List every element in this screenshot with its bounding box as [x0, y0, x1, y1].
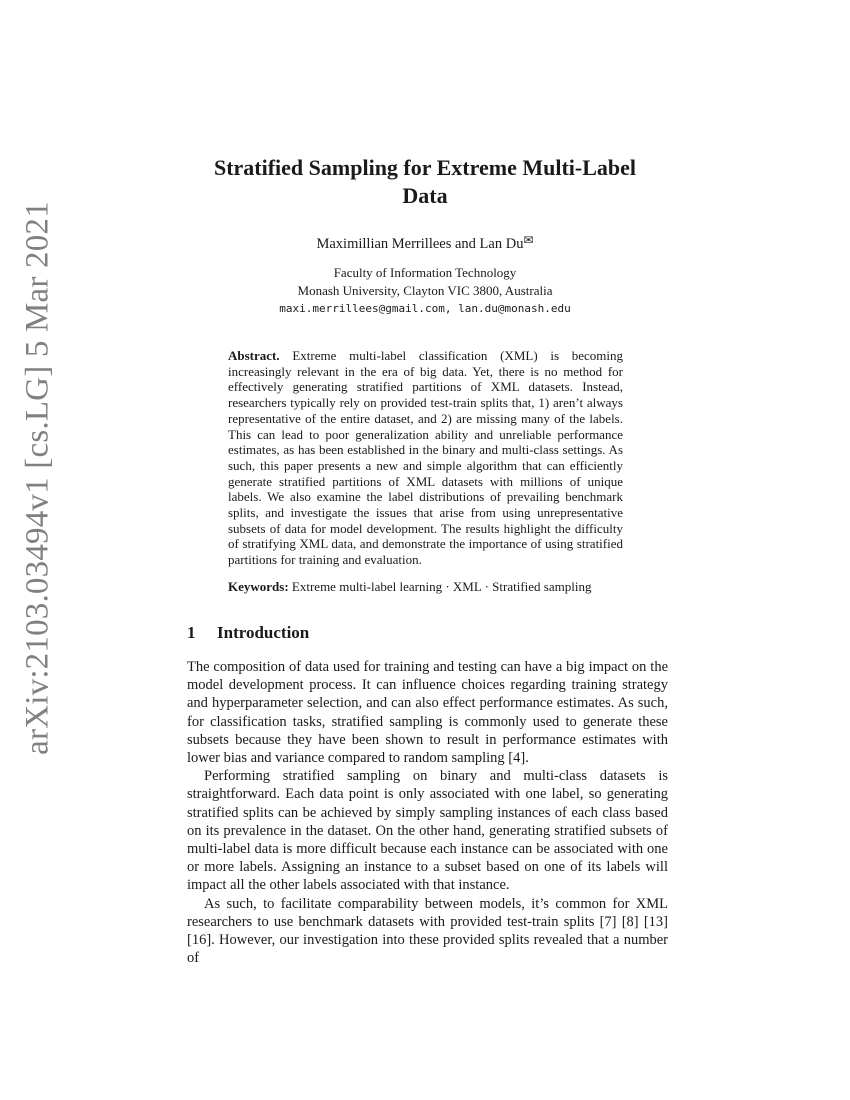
author-names: Maximillian Merrillees and Lan Du: [316, 236, 524, 252]
abstract-label: Abstract.: [228, 348, 280, 363]
keywords: [228, 579, 648, 595]
keywords-label: Keywords:: [228, 579, 289, 594]
affiliation-block: [185, 264, 665, 318]
paper-title: [185, 154, 665, 210]
arxiv-identifier: arXiv:2103.03494v1 [cs.LG] 5 Mar 2021: [19, 201, 56, 755]
section-title: Introduction: [217, 623, 310, 642]
section-heading: [187, 623, 309, 643]
affiliation-faculty: Faculty of Information Technology: [333, 265, 517, 280]
keywords-text: Extreme multi-label learning · XML · Stratified sampling: [291, 579, 592, 594]
arxiv-sidebar: [0, 0, 74, 1100]
paragraph: As such, to facilitate comparability between models, it’s common for XML researchers to use benchmark datasets with provided test-train splits [7] [8] [13] [16]. However, our investigation into these provided splits revealed that a number of: [187, 895, 668, 967]
affiliation-university: Monash University, Clayton VIC 3800, Australia: [297, 283, 553, 298]
paragraph: The composition of data used for training and testing can have a big impact on the model development process. It can influence choices regarding training strategy and hyperparameter selection, and can also effect performance estimates. As such, for classification tasks, stratified sampling is commonly used to generate these subsets because they have been shown to result in performance estimates with lower bias and variance compared to random sampling [4].: [187, 659, 668, 767]
paragraph: Performing stratified sampling on binary and multi-class datasets is straightforward. Each data point is only associated with one label, so generating stratified splits can be achieved by simply sampling instances of each class based on its prevalence in the dataset. On the other hand, generating stratified subsets of multi-label data is more difficult because each instance can be associated with one or more labels. Assigning an instance to a subset based on one of its labels will impact all the other labels associated with that instance.: [187, 768, 668, 894]
introduction-body: [187, 658, 668, 967]
section-number: 1: [187, 623, 196, 642]
title-line-1: Stratified Sampling for Extreme Multi-Label: [213, 155, 637, 180]
abstract: [228, 348, 623, 568]
abstract-text: Extreme multi-label classification (XML) is becoming increasingly relevant in the era of big data. Yet, there is no method for effectively generating stratified partitions of XML datasets. Instead, researchers typically rely on provided test-train splits that, 1) aren’t always representative of the entire dataset, and 2) are missing many of the labels. This can lead to poor generalization ability and unreliable performance estimates, as has been established in the binary and multi-class settings. As such, this paper presents a new and simple algorithm that can efficiently generate stratified partitions of XML datasets with millions of unique labels. We also examine the label distributions of prevailing benchmark splits, and investigate the issues that arise from using unrepresentative subsets of data for model development. The results highlight the difficulty of stratifying XML data, and demonstrate the importance of using stratified partitions for training and evaluation.: [228, 348, 623, 568]
author-emails: maxi.merrillees@gmail.com, lan.du@monash.edu: [279, 302, 571, 315]
authors-line: [185, 233, 665, 253]
title-line-2: Data: [402, 183, 448, 208]
envelope-icon: ✉: [523, 233, 534, 247]
